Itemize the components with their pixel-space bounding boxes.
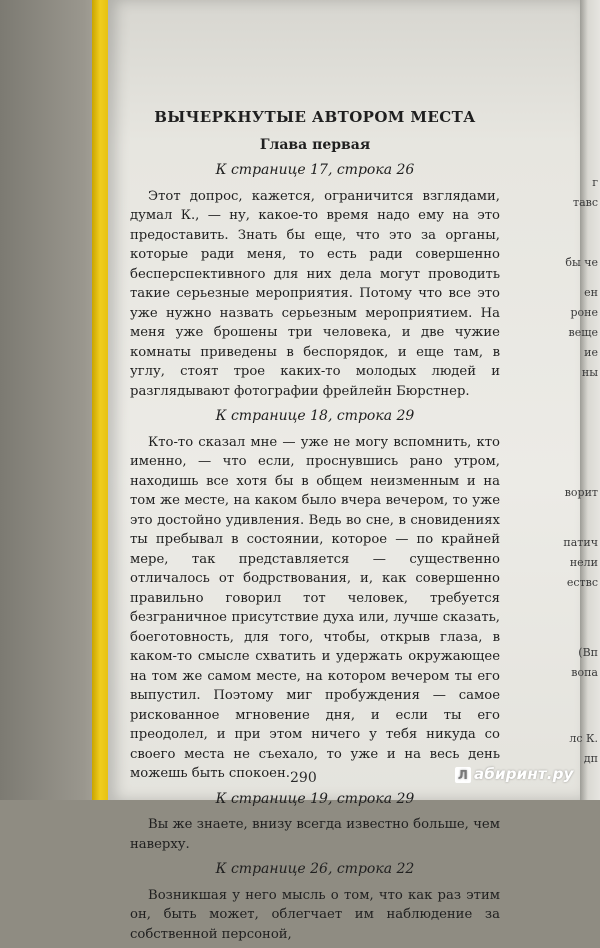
paragraph: Кто-то сказал мне — уже не могу вспомнить, кто именно, — что если, проснувшись рано утром, находишь все хотя бы в общем неизменным и на том же месте, на каком было вчера вечером, то уже это достойно удивления. Ведь во сне, в сновидениях ты пребывал в состоянии, которое — по крайней мере, так представляется — существенно отличалось от бодрствования, и, как совершенно правильно говорил тот человек, требуется безграничное присутствие духа или, лучше сказать, боеготовность, для того, чтобы, открыв глаза, в каком-то смысле схватить и удержать окружающее на том же самом месте, на котором вечером ты его выпустил. Поэтому миг пробуждения — самое рискованное мгновение дня, и если ты его преодолел, и при этом ничего у тебя никуда со своего места не съехало, то уже и на весь день можешь быть спокоен.: [130, 434, 500, 781]
labirint-watermark: [455, 765, 574, 783]
page-reference: К странице 18, строка 29: [215, 408, 415, 424]
right-margin-fragment: ны: [581, 366, 598, 379]
right-margin-fragment: патич: [563, 536, 598, 549]
page-reference: К странице 19, строка 29: [215, 790, 415, 807]
right-margin-fragment: ествс: [566, 576, 598, 589]
page-reference: К странице 17, строка 26: [215, 162, 415, 178]
page-text-column: [130, 108, 500, 948]
right-margin-fragment: бы че: [565, 256, 598, 269]
section-title: ВЫЧЕРКНУТЫЕ АВТОРОМ МЕСТА: [154, 108, 476, 126]
right-margin-fragment: ен: [584, 286, 598, 299]
right-margin-fragment: (Вп: [578, 646, 598, 659]
right-margin-fragment: тавс: [573, 196, 598, 209]
right-margin-fragment: ие: [584, 346, 598, 359]
paragraph: Возникшая у него мысль о том, что как раз этим он, быть может, облегчает им наблюдение за собственной персоной,: [130, 887, 500, 942]
right-margin-fragment: г: [592, 176, 598, 189]
right-margin-fragment: дп: [583, 752, 598, 765]
paragraph: Этот допрос, кажется, ограничится взглядами, думал К., — ну, какое-то время надо ему на это предоставить. Знать бы еще, что это за органы, которые ради меня, то есть ради совершенно бесперспективного для них дела могут проводить такие серьезные мероприятия. Потому что все это уже нужно назвать серьезным мероприятием. На меня уже брошены три человека, и две чужие комнаты приведены в беспорядок, и еще там, в углу, стоят трое каких-то молодых людей и разглядывают фотографии фрейлейн Бюрстнер.: [130, 188, 500, 399]
right-margin-fragment: роне: [570, 306, 598, 319]
right-margin-fragment: нели: [569, 556, 598, 569]
chapter-title: Глава первая: [259, 136, 371, 153]
labirint-logo-icon: Л: [455, 767, 471, 783]
right-margin-fragment: ворит: [564, 486, 598, 499]
paragraph: Вы же знаете, внизу всегда известно больше, чем наверху.: [130, 817, 500, 852]
page-number: 290: [290, 770, 317, 786]
right-page-edge: [563, 0, 600, 800]
right-margin-fragment: лс К.: [569, 732, 598, 745]
right-margin-fragment: веще: [568, 326, 598, 339]
right-margin-fragment: вопа: [571, 666, 598, 679]
page-reference: К странице 26, строка 22: [215, 861, 415, 877]
watermark-text: абиринт.ру: [474, 765, 574, 783]
